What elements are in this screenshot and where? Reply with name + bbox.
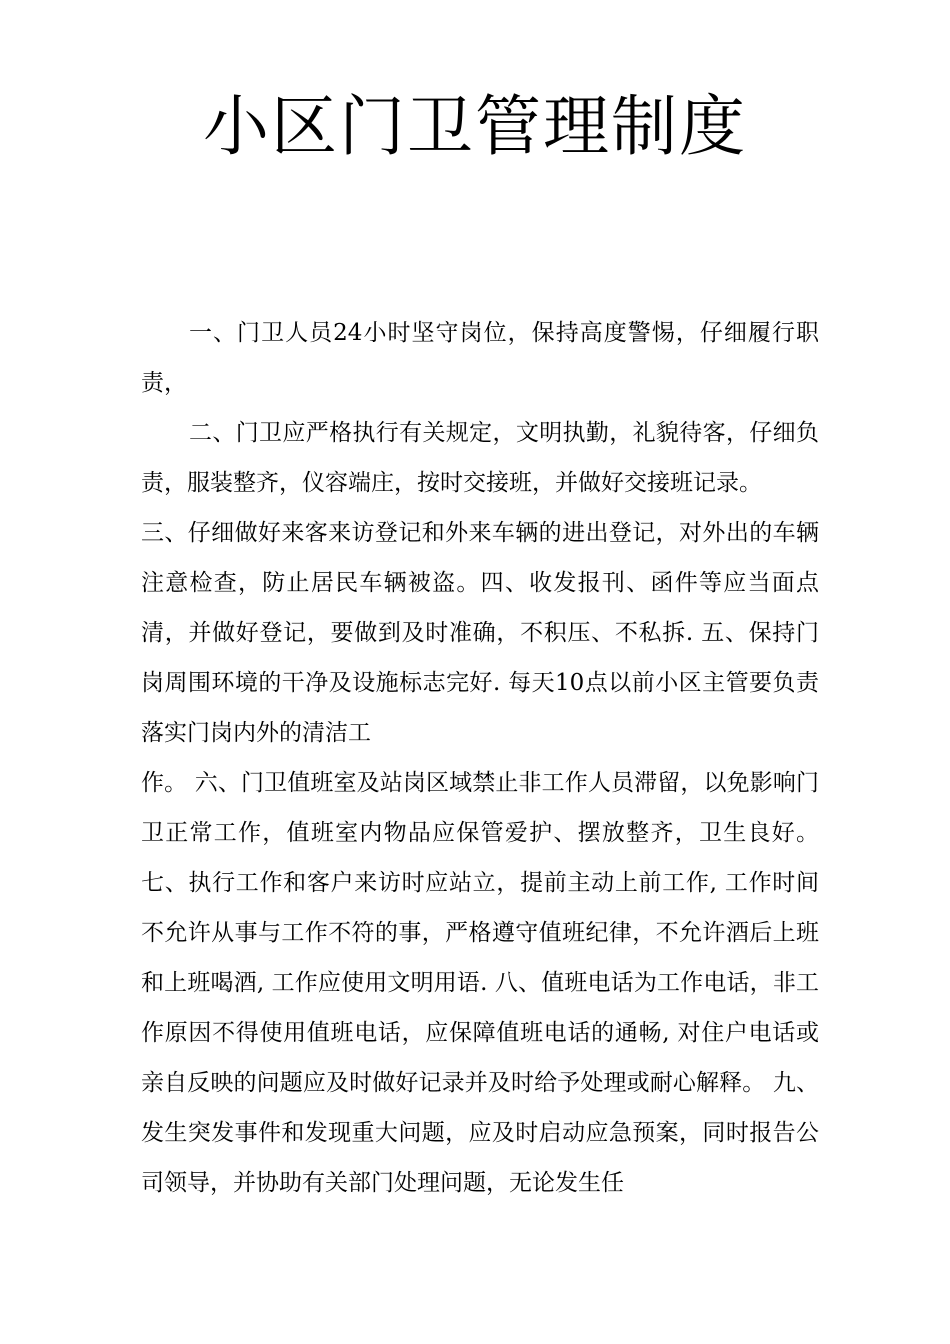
paragraph-1: 一、门卫人员24小时坚守岗位，保持高度警惕，仔细履行职责， (141, 320, 819, 396)
paragraph-3: 三、仔细做好来客来访登记和外来车辆的进出登记，对外出的车辆注意检查，防止居民车辆被盗。四、收发报刊、函件等应当面点清，并做好登记，要做到及时准确，不积压、不私拆. 五、保持门岗周围环境的干净及设施标志完好. 每天10点以前小区主管要负责落实门岗内外的清洁工 (141, 520, 819, 746)
paragraph-4: 作。 六、门卫值班室及站岗区域禁止非工作人员滞留，以免影响门卫正常工作，值班室内物品应保管爱护、摆放整齐，卫生良好。 七、执行工作和客户来访时应站立，提前主动上前工作, 工作时间不允许从事与工作不符的事，严格遵守值班纪律，不允许酒后上班和上班喝酒, 工作应使用文明用语. 八、值班电话为工作电话，非工作原因不得使用值班电话，应保障值班电话的通畅, 对住户电话或亲自反映的问题应及时做好记录并及时给予处理或耐心解释。 九、发生突发事件和发现重大问题，应及时启动应急预案，同时报告公司领导，并协助有关部门处理问题，无论发生任 (141, 770, 819, 1196)
document-body (141, 308, 819, 1208)
paragraph-2: 二、门卫应严格执行有关规定，文明执勤，礼貌待客，仔细负责，服装整齐，仪容端庄，按时交接班，并做好交接班记录。 (141, 420, 819, 496)
document-title: 小区门卫管理制度 (203, 88, 747, 165)
